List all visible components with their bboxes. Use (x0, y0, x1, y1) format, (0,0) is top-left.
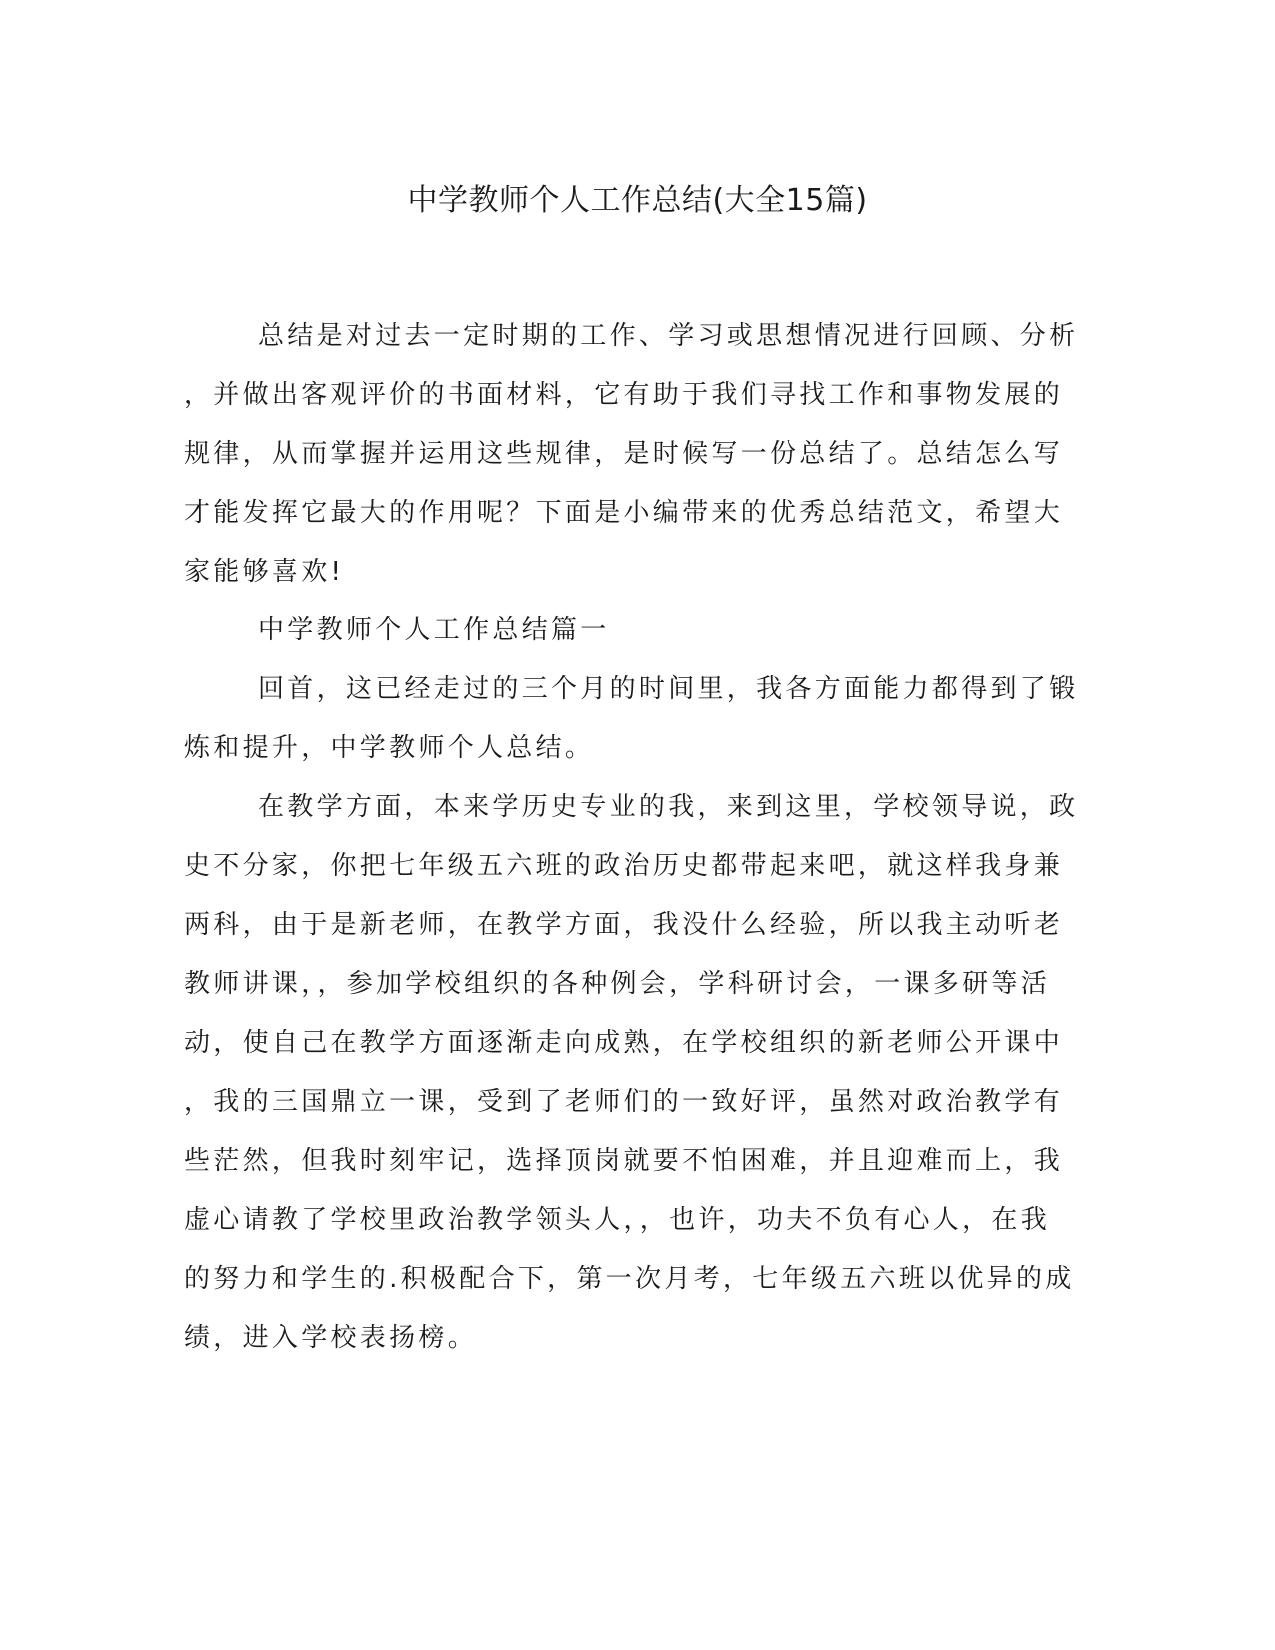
paragraph-line: 家能够喜欢! (184, 557, 345, 587)
paragraph-line: 虚心请教了学校里政治教学领头人，，也许，功夫不负有心人，在我 (184, 1205, 1051, 1235)
paragraph-line: 才能发挥它最大的作用呢？下面是小编带来的优秀总结范文，希望大 (184, 498, 1064, 528)
paragraph-line: 动，使自己在教学方面逐渐走向成熟，在学校组织的新老师公开课中 (184, 1028, 1064, 1058)
paragraph-line: ，并做出客观评价的书面材料，它有助于我们寻找工作和事物发展的 (184, 380, 1064, 410)
paragraph-line: 的努力和学生的.积极配合下，第一次月考，七年级五六班以优异的成 (184, 1264, 1075, 1294)
paragraph-line: 总结是对过去一定时期的工作、学习或思想情况进行回顾、分析 (258, 321, 1079, 351)
paragraph-line: 绩，进入学校表扬榜。 (184, 1323, 478, 1353)
paragraph-line: 炼和提升，中学教师个人总结。 (184, 733, 595, 763)
paragraph-line: 些茫然，但我时刻牢记，选择顶岗就要不怕困难，并且迎难而上，我 (184, 1146, 1064, 1176)
paragraph-line: 回首，这已经走过的三个月的时间里，我各方面能力都得到了锻 (258, 674, 1079, 704)
document-title: 中学教师个人工作总结(大全15篇) (407, 183, 868, 218)
paragraph-line: 史不分家，你把七年级五六班的政治历史都带起来吧，就这样我身兼 (184, 851, 1064, 881)
paragraph-line: 两科，由于是新老师，在教学方面，我没什么经验，所以我主动听老 (184, 910, 1064, 940)
paragraph-line: 在教学方面，本来学历史专业的我，来到这里，学校领导说，政 (258, 792, 1079, 822)
section-heading: 中学教师个人工作总结篇一 (258, 615, 610, 645)
paragraph-line: ，我的三国鼎立一课，受到了老师们的一致好评，虽然对政治教学有 (184, 1087, 1064, 1117)
paragraph-line: 规律，从而掌握并运用这些规律，是时候写一份总结了。总结怎么写 (184, 439, 1064, 469)
paragraph-line: 教师讲课，，参加学校组织的各种例会，学科研讨会，一课多研等活 (184, 969, 1051, 999)
